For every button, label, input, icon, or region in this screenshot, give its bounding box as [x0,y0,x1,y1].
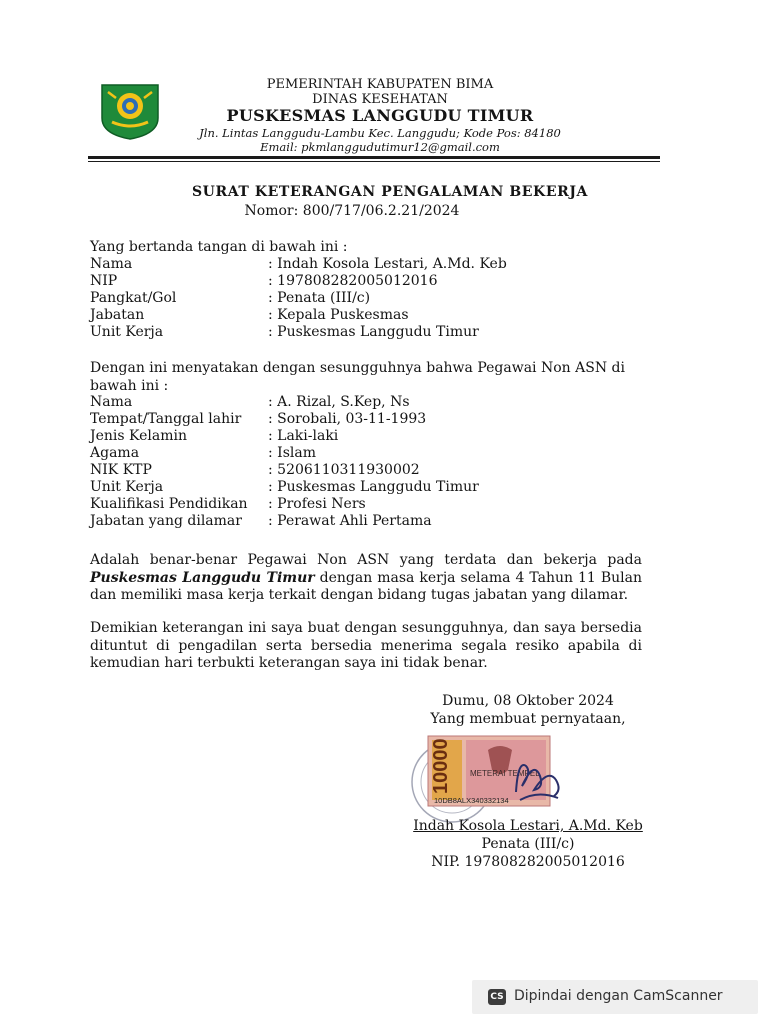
government-name: PEMERINTAH KABUPATEN BIMA [266,77,494,92]
field-value: : Puskesmas Langgudu Timur [268,324,479,340]
signer-intro: Yang bertanda tangan di bawah ini : [90,239,348,255]
document-number: Nomor: 800/717/06.2.21/2024 [244,203,460,219]
field-label: Tempat/Tanggal lahir [90,411,242,427]
field-label: Jabatan yang dilamar [90,513,242,529]
signatory-nip: NIP. 197808282005012016 [431,854,625,870]
department-name: DINAS KESEHATAN [312,92,448,107]
camscanner-icon: CS [488,989,506,1005]
institution-address: Jln. Lintas Langgudu-Lambu Kec. Langgudu; Kode Pos: 84180 [199,126,561,140]
field-label: NIK KTP [90,462,152,478]
statement-text-1: Adalah benar-benar Pegawai Non ASN yang terdata dan bekerja pada [90,552,642,568]
field-value: : Indah Kosola Lestari, A.Md. Keb [268,256,507,272]
document-title: SURAT KETERANGAN PENGALAMAN BEKERJA [191,184,589,200]
field-value: : 5206110311930002 [268,462,420,478]
regency-emblem-icon [98,82,162,140]
stamp-value: 10000 [430,738,452,794]
signature-place-date: Dumu, 08 Oktober 2024 [442,693,614,709]
field-label: Agama [90,445,140,461]
revenue-stamp-signature [408,730,573,830]
statement-text-2: dengan masa kerja selama 4 Tahun 11 Bulan dan memiliki masa kerja terkait dengan bidang tugas jabatan yang dilamar. [90,569,642,603]
field-value: : Profesi Ners [268,496,366,512]
statement-paragraph [90,552,642,605]
field-value: : Puskesmas Langgudu Timur [268,479,479,495]
field-label: NIP [90,273,118,289]
field-label: Jabatan [90,307,145,323]
field-label: Kualifikasi Pendidikan [90,496,248,512]
employee-intro: Dengan ini menyatakan dengan sesungguhnya bahwa Pegawai Non ASN di bawah ini : [90,360,625,394]
signature-role: Yang membuat pernyataan, [430,711,626,727]
stamp-serial: 10DB8ALX340332134 [434,796,509,805]
closing-paragraph: Demikian keterangan ini saya buat dengan sesungguhnya, dan saya bersedia dituntut di pengadilan serta bersedia menerima segala resiko apabila di kemudian hari terbukti keterangan saya ini tidak benar. [90,620,642,671]
field-label: Nama [90,256,133,272]
field-label: Nama [90,394,133,410]
field-value: : Penata (III/c) [268,290,371,306]
field-label: Unit Kerja [90,479,164,495]
stamp-label: METERAI TEMPEL [470,769,540,778]
field-value: : Sorobali, 03-11-1993 [268,411,427,427]
camscanner-badge [472,980,758,1014]
statement-emphasis: Puskesmas Langgudu Timur [90,569,315,586]
letterhead-divider-thick [88,156,660,159]
field-value: : Perawat Ahli Pertama [268,513,432,529]
signatory-name: Indah Kosola Lestari, A.Md. Keb [413,818,643,834]
field-value: : Kepala Puskesmas [268,307,409,323]
institution-name: PUSKESMAS LANGGUDU TIMUR [226,106,534,125]
field-value: : 197808282005012016 [268,273,438,289]
letterhead-divider-thin [88,161,660,162]
institution-email: Email: pkmlanggudutimur12@gmail.com [260,140,500,154]
field-value: : Islam [268,445,316,461]
field-label: Pangkat/Gol [90,290,177,306]
signatory-rank: Penata (III/c) [481,836,575,852]
field-label: Jenis Kelamin [90,428,187,444]
field-label: Unit Kerja [90,324,164,340]
field-value: : A. Rizal, S.Kep, Ns [268,394,410,410]
field-value: : Laki-laki [268,428,339,444]
camscanner-text: Dipindai dengan CamScanner [514,988,723,1004]
